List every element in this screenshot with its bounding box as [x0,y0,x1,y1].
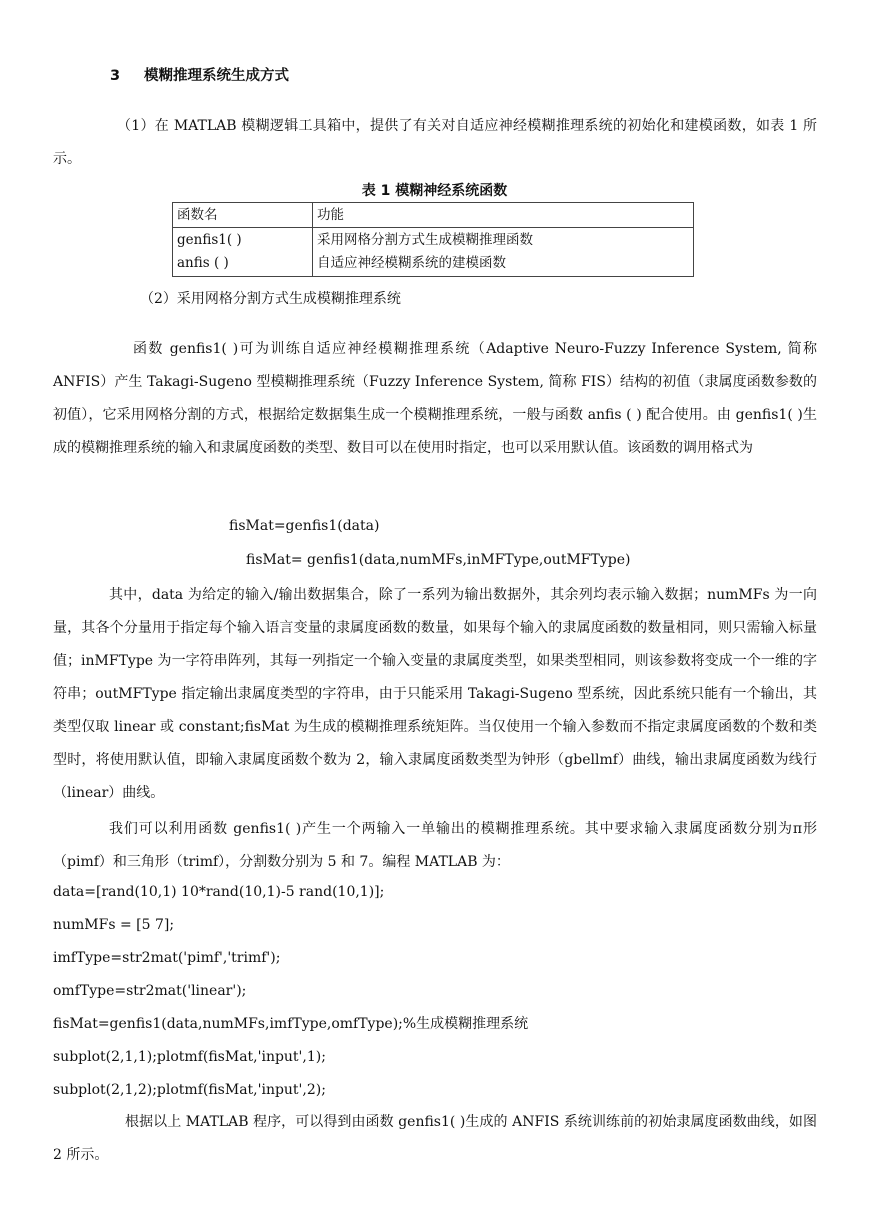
subheading: （2）采用网格分割方式生成模糊推理系统 [140,291,401,307]
section-title: 模糊推理系统生成方式 [144,68,289,84]
code-line: subplot(2,1,1);plotmf(fisMat,'input',1); [53,1049,326,1065]
table-cell: 自适应神经模糊系统的建模函数 [317,255,506,271]
code-line: imfType=str2mat('pimf','trimf'); [53,950,281,966]
code-line: subplot(2,1,2);plotmf(fisMat,'input',2); [53,1082,326,1098]
section-number: 3 [110,68,121,84]
code-line: fisMat=genfis1(data,numMFs,imfType,omfType);%生成模糊推理系统 [53,1016,529,1032]
table-header-function: 功能 [313,203,694,228]
paragraph-example: 我们可以利用函数 genfis1( )产生一个两输入一单输出的模糊推理系统。其中要求输入隶属度函数分别为π形（pimf）和三角形（trimf），分割数分别为 5 和 7。编程 MATLAB 为： [53,821,817,870]
paragraph-parameters: 其中，data 为给定的输入/输出数据集合，除了一系列为输出数据外，其余列均表示输入数据；numMFs 为一向量，其各个分量用于指定每个输入语言变量的隶属度函数的数量，如果每个输入的隶属度函数的数量相同，则只需输入标量值；inMFType 为一字符串阵列，其每一列指定一个输入变量的隶属度类型，如果类型相同，则该参数将变成一个一维的字符串；outMFType 指定输出隶属度类型的字符串，由于只能采用 Takagi-Sugeno 型系统，因此系统只能有一个输出，其类型仅取 linear 或 constant;fisMat 为生成的模糊推理系统矩阵。当仅使用一个输入参数而不指定隶属度函数的个数和类型时，将使用默认值，即输入隶属度函数个数为 2，输入隶属度函数类型为钟形（gbellmf）曲线，输出隶属度函数为线行（linear）曲线。 [53,587,817,801]
section-heading [110,64,289,85]
paragraph-result: 根据以上 MATLAB 程序，可以得到由函数 genfis1( )生成的 ANFIS 系统训练前的初始隶属度函数曲线，如图 2 所示。 [53,1114,817,1163]
paragraph-genfis1-intro: 函数 genfis1( )可为训练自适应神经模糊推理系统（Adaptive Neuro-Fuzzy Inference System, 简称 ANFIS）产生 Takagi-Sugeno 型模糊推理系统（Fuzzy Inference System, 简称 FIS）结构的初值（隶属度函数参数的初值），它采用网格分割的方式，根据给定数据集生成一个模糊推理系统，一般与函数 anfis ( ) 配合使用。由 genfis1( )生成的模糊推理系统的输入和隶属度函数的类型、数目可以在使用时指定，也可以采用默认值。该函数的调用格式为 [53,341,817,456]
syntax-line-2: fisMat= genfis1(data,numMFs,inMFType,outMFType) [246,552,631,568]
code-line: data=[rand(10,1) 10*rand(10,1)-5 rand(10,1)]; [53,884,385,900]
syntax-line-1: fisMat=genfis1(data) [229,518,380,534]
table-header-name: 函数名 [173,203,313,228]
table-cell-functions [313,228,694,277]
table-row [173,228,694,277]
table-caption: 表 1 模糊神经系统函数 [361,183,508,199]
table-cell-names [173,228,313,277]
table-cell: anfis ( ) [177,255,229,271]
table-cell: genfis1( ) [177,232,242,248]
table-header-row [173,203,694,228]
table-cell: 采用网格分割方式生成模糊推理函数 [317,232,533,248]
code-line: numMFs = [5 7]; [53,917,175,933]
function-table [172,202,694,277]
code-line: omfType=str2mat('linear'); [53,983,247,999]
intro-paragraph: （1）在 MATLAB 模糊逻辑工具箱中，提供了有关对自适应神经模糊推理系统的初始化和建模函数，如表 1 所示。 [53,118,817,167]
code-block [53,876,528,1107]
